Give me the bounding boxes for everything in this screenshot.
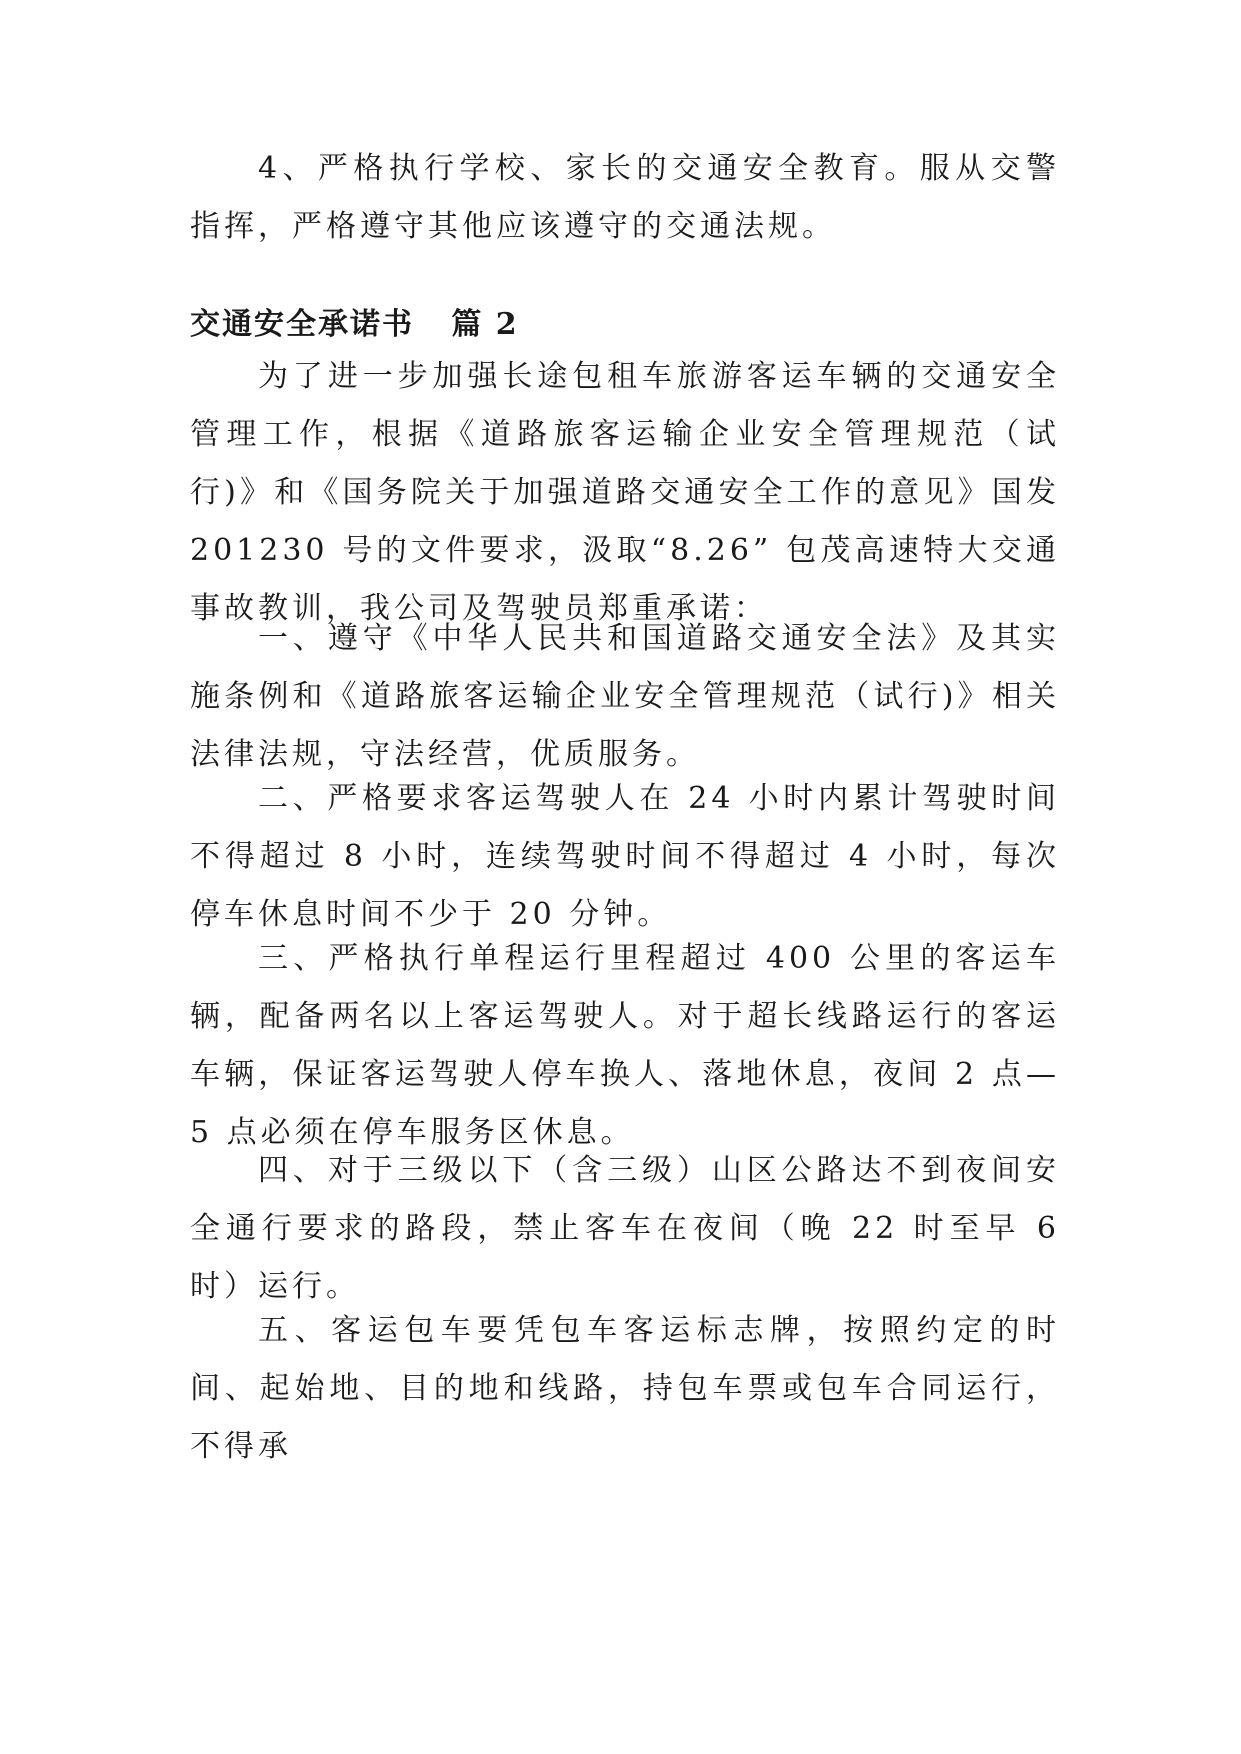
paragraph-clause-1: 一、遵守《中华人民共和国道路交通安全法》及其实施条例和《道路旅客运输企业安全管理规范（试行)》相关法律法规，守法经营，优质服务。 (190, 621, 1060, 772)
paragraph-clause-2: 二、严格要求客运驾驶人在 24 小时内累计驾驶时间不得超过 8 小时，连续驾驶时间不得超过 4 小时，每次停车休息时间不少于 20 分钟。 (190, 781, 1060, 932)
section-title: 交通安全承诺书 (190, 307, 414, 342)
section-heading (190, 296, 1060, 354)
paragraph-clause-5: 五、客运包车要凭包车客运标志牌，按照约定的时间、起始地、目的地和线路，持包车票或包车合同运行，不得承 (190, 1313, 1060, 1464)
paragraph-intro: 为了进一步加强长途包租车旅游客运车辆的交通安全管理工作，根据《道路旅客运输企业安全管理规范（试行)》和《国务院关于加强道路交通安全工作的意见》国发 201230 号的文件要求，汲取“8.26” 包茂高速特大交通事故教训，我公司及驾驶员郑重承诺： (190, 359, 1060, 626)
paragraph-item-4: 4、严格执行学校、家长的交通安全教育。服从交警指挥，严格遵守其他应该遵守的交通法规。 (190, 151, 1060, 244)
section-subtitle: 篇 2 (451, 307, 519, 342)
paragraph-clause-3: 三、严格执行单程运行里程超过 400 公里的客运车辆，配备两名以上客运驾驶人。对于超长线路运行的客运车辆，保证客运驾驶人停车换人、落地休息，夜间 2 点—5 点必须在停车服务区休息。 (190, 941, 1060, 1150)
paragraph-clause-4: 四、对于三级以下（含三级）山区公路达不到夜间安全通行要求的路段，禁止客车在夜间（晚 22 时至早 6 时）运行。 (190, 1153, 1060, 1304)
